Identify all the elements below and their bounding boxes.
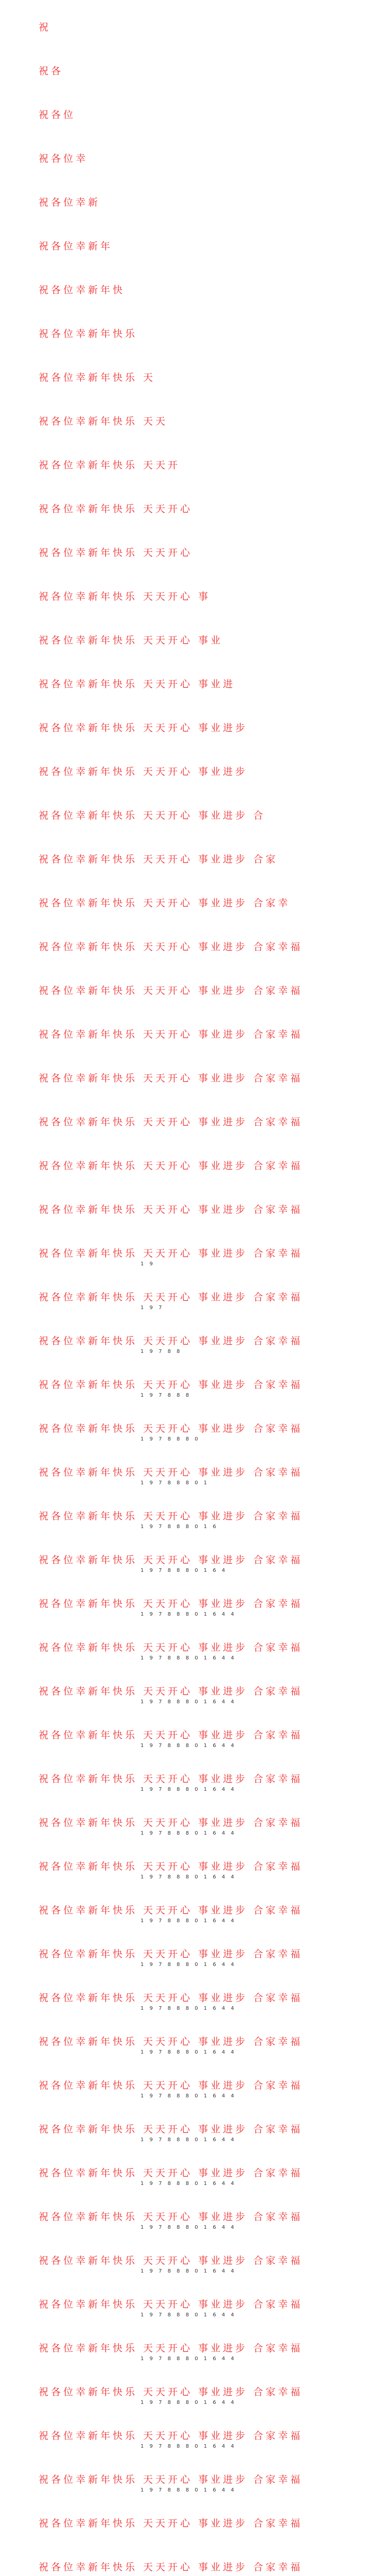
greeting-subtext: 1 9 7 8 8 8 0 1 6 4 4 — [141, 1787, 236, 1792]
greeting-subtext: 1 9 7 8 8 8 0 1 6 4 4 — [141, 2049, 236, 2055]
greeting-line — [39, 502, 368, 516]
greeting-text: 祝各位幸新年快乐 天天开心 事业进步 合家幸福 — [39, 1379, 303, 1391]
greeting-subtext: 1 9 7 8 8 8 0 1 6 4 4 — [141, 2487, 236, 2493]
greeting-text: 祝各位幸新年快乐 天天开心 事业进步 合家幸福 — [39, 2430, 303, 2442]
greeting-subtext: 1 9 7 8 8 8 0 1 6 4 4 — [141, 1699, 236, 1705]
greeting-text: 祝各位幸新年快乐 天天 — [39, 416, 168, 427]
greeting-subtext: 1 9 7 8 8 8 0 1 6 4 4 — [141, 1612, 236, 1617]
greeting-text: 祝各位幸新年快乐 天天开心 事业进步 合家幸福 — [39, 1686, 303, 1697]
greeting-text: 祝各位幸新年快乐 天天开心 事业进步 合家幸福 — [39, 1511, 303, 1522]
greeting-line — [39, 2035, 368, 2056]
greeting-line — [39, 1115, 368, 1129]
greeting-text: 祝各位幸新年快乐 天天开心 事业进步 合家幸福 — [39, 1861, 303, 1872]
greeting-text: 祝各位幸新年快乐 天天开心 事业进步 合家幸福 — [39, 2474, 303, 2485]
greeting-text: 祝各位幸新年快乐 天天开心 事业进步 合家幸福 — [39, 1073, 303, 1084]
greeting-line — [39, 1641, 368, 1662]
greeting-line — [39, 2429, 368, 2450]
greeting-text: 祝各位幸新年快乐 天天开心 事业进步 — [39, 766, 248, 777]
greeting-text: 祝各位幸新年快乐 天天开心 事业进步 合家幸福 — [39, 1598, 303, 1609]
greeting-text: 祝各位幸新年快乐 天天开心 事业进步 合家幸福 — [39, 1335, 303, 1347]
greeting-line — [39, 677, 368, 691]
greeting-text: 祝各位幸新年快乐 天天开心 事业进步 合家幸福 — [39, 1554, 303, 1566]
greeting-line — [39, 2254, 368, 2275]
greeting-line — [39, 21, 368, 34]
greeting-subtext: 1 9 7 8 8 8 0 1 6 4 4 — [141, 2400, 236, 2405]
greeting-text: 祝各位幸新年 — [39, 241, 113, 252]
greeting-line — [39, 2517, 368, 2530]
greeting-line — [39, 1028, 368, 1041]
greeting-text: 祝各位幸新年快乐 天天开心 事业进步 合家幸福 — [39, 1116, 303, 1128]
greeting-text: 祝各位幸新年快乐 天天开心 事业进步 合家幸福 — [39, 1204, 303, 1215]
greeting-text: 祝各位幸新年快乐 天天开心 事业进步 合家幸福 — [39, 2255, 303, 2266]
greeting-text: 祝各位幸新年快乐 天天开心 事业进步 合家幸福 — [39, 1948, 303, 1960]
greeting-text: 祝 — [39, 22, 51, 33]
greeting-text: 祝各位幸新年快乐 天天开心 事业进步 合家幸福 — [39, 1423, 303, 1434]
greeting-text: 祝各位幸新年快乐 天天开心 — [39, 547, 193, 558]
greeting-line — [39, 1991, 368, 2012]
greeting-subtext: 1 9 7 8 8 8 0 1 — [141, 1480, 209, 1486]
greeting-subtext: 1 9 7 8 8 8 0 1 6 4 — [141, 1568, 227, 1573]
greeting-text: 祝各位幸新年快乐 — [39, 328, 138, 340]
greeting-text: 祝各位幸新年快乐 天天开心 事业进步 合家幸福 — [39, 1992, 303, 2004]
greeting-text: 祝各位幸新年快 — [39, 284, 126, 296]
greeting-line — [39, 1291, 368, 1311]
greeting-line — [39, 240, 368, 253]
greeting-text: 祝各位幸新年快乐 天天开心 事业进步 合家幸福 — [39, 1248, 303, 1259]
greeting-line — [39, 2385, 368, 2406]
greeting-text: 祝各位幸新年快乐 天天开心 事业进步 合家幸福 — [39, 985, 303, 996]
greeting-text: 祝各位幸新年快乐 天天开心 事业进步 合家幸福 — [39, 1730, 303, 1741]
greeting-subtext: 1 9 7 8 8 8 0 1 6 4 4 — [141, 2181, 236, 2187]
greeting-subtext: 1 9 7 8 8 8 0 1 6 4 4 — [141, 2312, 236, 2318]
greeting-subtext: 1 9 7 8 8 8 0 — [141, 1436, 200, 1442]
greeting-subtext: 1 9 7 8 8 — [141, 1349, 182, 1354]
greeting-line — [39, 1466, 368, 1486]
greeting-subtext: 1 9 7 8 8 8 0 1 6 4 4 — [141, 1743, 236, 1749]
greeting-text: 祝各位幸新年快乐 天天开心 事业进步 合家幸福 — [39, 2211, 303, 2223]
greeting-subtext: 1 9 7 8 8 8 0 1 6 4 4 — [141, 1962, 236, 1968]
greeting-text: 祝各位 — [39, 109, 76, 121]
greeting-line — [39, 283, 368, 297]
greeting-line — [39, 590, 368, 603]
greeting-text: 祝各位幸新年快乐 天天开心 事业进步 合家幸福 — [39, 1160, 303, 1172]
greeting-line — [39, 2079, 368, 2099]
greeting-text: 祝各位幸新年快乐 天天开心 事业进步 合家幸 — [39, 897, 291, 909]
greeting-text: 祝各位幸新年快乐 天天开心 事业进 — [39, 679, 236, 690]
greeting-subtext: 1 9 7 8 8 8 0 1 6 4 4 — [141, 1655, 236, 1661]
greeting-line — [39, 64, 368, 78]
greeting-subtext: 1 9 7 8 8 8 0 1 6 4 4 — [141, 2444, 236, 2449]
greeting-text: 祝各位幸新年快乐 天天开心 事业进步 合家幸福 — [39, 2080, 303, 2091]
greeting-line — [39, 1247, 368, 1267]
greeting-text: 祝各位幸新年快乐 天天开心 事业进步 合家幸福 — [39, 2124, 303, 2135]
greeting-line — [39, 152, 368, 165]
greeting-line — [39, 896, 368, 910]
greeting-line — [39, 1597, 368, 1618]
greeting-line — [39, 1203, 368, 1216]
greeting-line — [39, 327, 368, 341]
greeting-subtext: 1 9 7 8 8 8 0 1 6 4 4 — [141, 2356, 236, 2362]
greeting-subtext: 1 9 7 8 8 8 0 1 6 4 4 — [141, 2137, 236, 2143]
greeting-text: 祝各位幸新年快乐 天天开心 事业进步 合家幸福 — [39, 2167, 303, 2179]
greeting-line — [39, 634, 368, 647]
greeting-line — [39, 1159, 368, 1173]
greeting-line — [39, 1685, 368, 1705]
greeting-text: 祝各位幸新年快乐 天 — [39, 372, 156, 383]
greeting-line — [39, 2166, 368, 2187]
greeting-text: 祝各位幸新年快乐 天天开心 事业进步 合家幸福 — [39, 2562, 303, 2573]
greeting-line — [39, 1422, 368, 1443]
greeting-subtext: 1 9 7 8 8 8 0 1 6 — [141, 1524, 218, 1530]
greeting-line — [39, 108, 368, 122]
greeting-text: 祝各位幸新年快乐 天天开心 事业 — [39, 635, 223, 646]
greeting-subtext: 1 9 7 8 8 8 0 1 6 4 4 — [141, 1874, 236, 1880]
greeting-line — [39, 2473, 368, 2494]
greeting-line — [39, 853, 368, 866]
greeting-line — [39, 1904, 368, 1924]
greeting-text: 祝各位幸新 — [39, 197, 101, 208]
greeting-text: 祝各位幸新年快乐 天天开心 事业进步 合 — [39, 810, 266, 821]
greeting-text: 祝各位幸新年快乐 天天开心 事业进步 合家幸福 — [39, 1642, 303, 1653]
greeting-text: 祝各位幸新年快乐 天天开心 事业进步 合家幸福 — [39, 1817, 303, 1828]
greeting-line — [39, 940, 368, 954]
greeting-text: 祝各位幸新年快乐 天天开心 事业进步 合家幸福 — [39, 941, 303, 953]
greeting-line — [39, 2298, 368, 2318]
greeting-text: 祝各位幸新年快乐 天天开心 事业进步 合家幸福 — [39, 1292, 303, 1303]
greeting-text: 祝各位幸新年快乐 天天开心 事业进步 — [39, 722, 248, 734]
greeting-subtext: 1 9 7 — [141, 1305, 164, 1311]
greeting-line — [39, 2210, 368, 2231]
greeting-text: 祝各位幸新年快乐 天天开心 事业进步 合家幸福 — [39, 2386, 303, 2398]
greeting-text: 祝各位幸新年快乐 天天开心 事业进步 合家 — [39, 854, 278, 865]
greeting-line — [39, 459, 368, 472]
greeting-text: 祝各位幸新年快乐 天天开心 事业进步 合家幸福 — [39, 1905, 303, 1916]
greeting-line — [39, 809, 368, 822]
greeting-line — [39, 1947, 368, 1968]
greeting-text: 祝各位幸新年快乐 天天开心 事业进步 合家幸福 — [39, 1029, 303, 1040]
greeting-line — [39, 196, 368, 209]
greeting-line — [39, 415, 368, 428]
greeting-text: 祝各位幸新年快乐 天天开心 事业进步 合家幸福 — [39, 2036, 303, 2047]
greeting-line — [39, 2342, 368, 2362]
greeting-line — [39, 1510, 368, 1530]
greeting-text: 祝各位幸 — [39, 153, 89, 164]
greeting-text: 祝各位幸新年快乐 天天开心 事业进步 合家幸福 — [39, 2518, 303, 2529]
greeting-line — [39, 765, 368, 778]
greeting-line — [39, 1553, 368, 1574]
greeting-text: 祝各位幸新年快乐 天天开心 事业进步 合家幸福 — [39, 1467, 303, 1478]
greeting-line — [39, 2123, 368, 2143]
greeting-line — [39, 721, 368, 735]
greeting-text: 祝各位幸新年快乐 天天开心 事业进步 合家幸福 — [39, 2299, 303, 2310]
greeting-line — [39, 1334, 368, 1355]
greeting-subtext: 1 9 7 8 8 8 0 1 6 4 4 — [141, 1918, 236, 1924]
greeting-subtext: 1 9 7 8 8 8 0 1 6 4 4 — [141, 2006, 236, 2011]
greeting-line — [39, 1378, 368, 1399]
greeting-text: 祝各 — [39, 65, 64, 77]
greeting-subtext: 1 9 7 8 8 8 — [141, 1393, 191, 1398]
greeting-line — [39, 546, 368, 560]
greeting-line — [39, 1816, 368, 1837]
greeting-line — [39, 1072, 368, 1085]
greeting-line — [39, 1860, 368, 1880]
greeting-line — [39, 1728, 368, 1749]
greeting-line — [39, 2561, 368, 2574]
greeting-subtext: 1 9 7 8 8 8 0 1 6 4 4 — [141, 2268, 236, 2274]
greeting-subtext: 1 9 — [141, 1261, 155, 1267]
greeting-text: 祝各位幸新年快乐 天天开心 事 — [39, 591, 211, 602]
greeting-line — [39, 371, 368, 384]
greeting-text: 祝各位幸新年快乐 天天开心 — [39, 503, 193, 515]
greeting-text: 祝各位幸新年快乐 天天开心 事业进步 合家幸福 — [39, 2343, 303, 2354]
greeting-line — [39, 984, 368, 997]
greeting-subtext: 1 9 7 8 8 8 0 1 6 4 4 — [141, 2093, 236, 2099]
greeting-subtext: 1 9 7 8 8 8 0 1 6 4 4 — [141, 1831, 236, 1836]
greeting-text: 祝各位幸新年快乐 天天开 — [39, 460, 181, 471]
greeting-line — [39, 1772, 368, 1793]
greeting-text: 祝各位幸新年快乐 天天开心 事业进步 合家幸福 — [39, 1773, 303, 1785]
greeting-subtext: 1 9 7 8 8 8 0 1 6 4 4 — [141, 2225, 236, 2230]
